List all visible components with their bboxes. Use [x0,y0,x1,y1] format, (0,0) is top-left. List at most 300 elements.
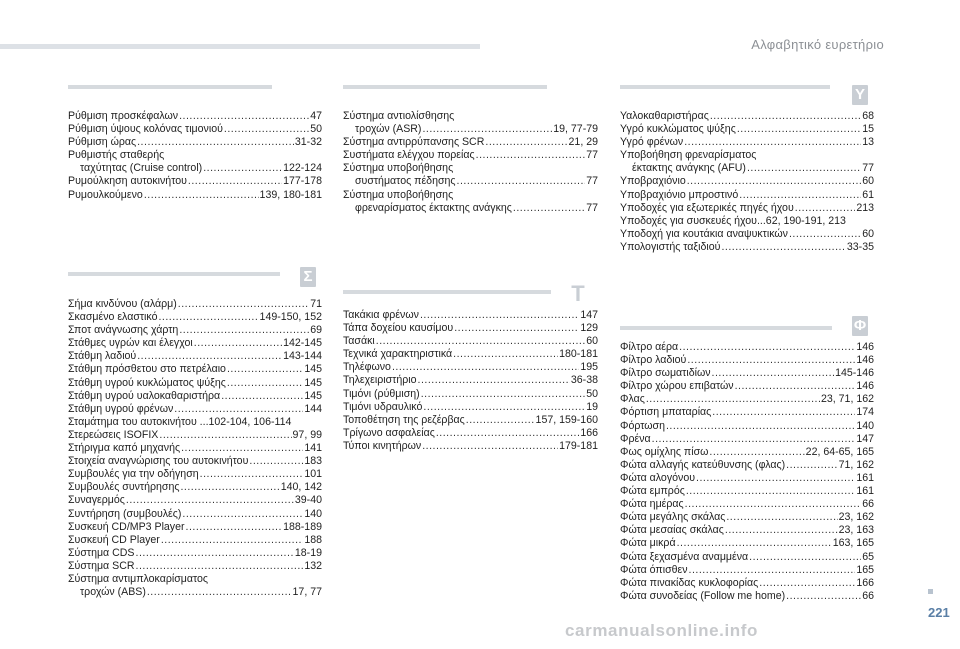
dot-leader [179,324,309,337]
index-entry [343,309,598,322]
dot-leader [126,494,294,507]
dot-leader [161,534,304,547]
index-column-r [68,110,322,202]
dot-leader [224,123,309,136]
section-divider-y [620,85,830,89]
index-entry-text: Σύστημα αντιρρύπανσης SCR [343,136,485,149]
index-column-y [620,110,874,254]
index-entry-text: Συσκευή CD/MP3 Player [68,520,185,533]
index-entry-page: 15 [862,123,874,136]
index-entry [68,494,322,507]
dot-leader [687,354,855,367]
dot-leader [178,298,309,311]
index-entry-page: 174 [856,406,874,419]
dot-leader [735,380,856,393]
index-entry-text: Στάθμη υγρού υαλοκαθαριστήρα [68,389,221,402]
index-entry-text: Σποτ ανάγνωσης χάρτη [68,324,179,337]
index-entry-text: Συσκευή CD Player [68,533,160,546]
index-entry-page: 166 [580,426,598,439]
page-header-title: Αλφαβητικό ευρετήριο [751,37,884,52]
index-entry-text: Υποδοχή για κουτάκια αναψυκτικών [620,227,788,240]
index-entry [68,189,322,202]
index-entry-text: Υγρό κυκλώματος ψύξης [620,123,736,136]
dot-leader [180,481,279,494]
index-entry-page: 50 [586,387,598,400]
index-entry-text: Ρύθμιση ύψους κολόνας τιμονιού [68,123,223,136]
index-entry-text: Στερεώσεις ISOFIX [68,428,159,441]
dot-leader [454,322,579,335]
dot-leader [136,547,294,560]
dot-leader [795,202,856,215]
index-entry [68,429,322,442]
dot-leader [159,429,291,442]
index-entry-text: Υποδοχές για εξωτερικές πηγές ήχου [620,201,794,214]
index-entry [68,350,322,363]
index-entry-text: Υπολογιστής ταξιδιού [620,240,721,253]
dot-leader [513,202,585,215]
index-entry [620,511,874,524]
index-entry [620,459,874,472]
index-entry-page: 31-32 [294,136,322,149]
index-entry-text: Φώτα εμπρός [620,485,685,498]
index-entry-text: Φίλτρο χώρου επιβατών [620,380,734,393]
index-entry-page: 23, 162 [838,511,874,524]
index-entry-page: 139, 180-181 [259,188,322,201]
index-entry-page: 146 [856,354,874,367]
index-entry [68,175,322,188]
dot-leader [684,136,861,149]
index-entry [68,560,322,573]
index-entry-text: Ρύθμιση προσκέφαλων [68,110,179,122]
index-entry-text: Ρυθμιστής σταθερής [68,149,165,162]
index-entry [620,175,874,188]
index-column-s [68,298,322,599]
index-entry-page: 19, 77-79 [553,123,598,136]
index-entry-page: 144 [304,402,322,415]
dot-leader [144,189,259,202]
index-entry-page: 149-150, 152 [259,311,322,324]
dot-leader [652,433,856,446]
index-entry [620,136,874,149]
dot-leader [786,459,838,472]
section-letter-s: Σ [300,267,316,287]
index-entry-text: Υποβραχιόνιο μπροστινό [620,188,739,201]
index-entry-page: 66 [862,498,874,511]
index-entry-page: 65 [862,550,874,563]
index-column-t [343,309,598,453]
index-entry-text: Φώτα μικρά [620,537,676,550]
dot-leader [466,414,535,427]
index-entry [68,390,322,403]
index-entry-text: Φώτα ημέρας [620,498,684,511]
index-entry [620,215,874,228]
index-entry-text: Φώτα αλογόνου [620,471,695,484]
dot-leader [666,420,855,433]
index-entry [68,123,322,136]
index-entry-text: φρεναρίσματος έκτακτης ανάγκης [355,201,512,214]
index-entry-text: Συναγερμός [68,494,125,507]
index-entry-page: 146 [856,380,874,393]
index-entry [620,367,874,380]
index-entry-text: Φως ομίχλης πίσω [620,445,709,458]
index-entry-page: 179-181 [559,439,598,452]
index-entry-page: 145 [304,376,322,389]
index-entry-page: 21, 29 [568,136,598,149]
section-divider-t [343,290,551,294]
index-entry-text: Τηλέφωνο [343,361,391,374]
index-entry [620,420,874,433]
index-entry-text: Υαλοκαθαριστήρας [620,110,709,122]
index-entry-page: 60 [586,335,598,348]
dot-leader [677,537,832,550]
index-entry-text: Φόρτωση [620,419,665,432]
index-entry-text: Σύστημα CDS [68,546,135,559]
index-entry-text: Σύστημα SCR [68,559,135,572]
index-entry-page: 66 [862,589,874,602]
dot-leader [221,390,303,403]
dot-leader [423,401,585,414]
index-entry-page: 77 [586,201,598,214]
index-entry-page: 13 [862,136,874,149]
index-entry-text: Τηλεχειριστήριο [343,374,417,387]
index-entry-page: 145 [304,363,322,376]
section-divider-s-top [343,85,547,89]
index-entry [68,455,322,468]
index-entry-text: Τύποι κινητήρων [343,439,422,452]
dot-leader [137,136,294,149]
index-entry-text: Φρένα [620,432,651,445]
index-entry-text: Στοιχεία αναγνώρισης του αυτοκινήτου [68,455,249,468]
dot-leader [194,337,282,350]
index-entry-page: 140, 142 [280,481,322,494]
index-entry [620,241,874,254]
index-entry [343,414,598,427]
index-entry-text: Φώτα μεσαίας σκάλας [620,524,724,537]
index-entry-page: 129 [580,322,598,335]
index-entry-page: 166 [856,576,874,589]
index-entry-page: 60 [862,175,874,188]
index-entry-page: 147 [580,309,598,321]
index-entry-text: Συμβουλές συντήρησης [68,481,180,494]
dot-leader [689,564,856,577]
index-entry [68,521,322,534]
index-entry [343,136,598,149]
index-entry [620,524,874,537]
dot-leader [174,403,303,416]
index-entry-text: Τοποθέτηση της ρεζέρβας [343,413,465,426]
index-entry-page: 97, 99 [292,428,322,441]
index-entry-text: Τεχνικά χαρακτηριστικά [343,348,453,361]
index-entry-page: 122-124 [283,162,322,175]
index-entry-text: Ρυμουλκούμενο [68,188,143,201]
dot-leader [725,524,838,537]
index-entry [620,551,874,564]
index-entry-page: 68 [862,110,874,122]
dot-leader [186,521,283,534]
dot-leader [249,455,303,468]
index-entry-text: Τάπα δοχείου καυσίμου [343,322,454,335]
index-entry-text: Τιμόνι υδραυλικό [343,400,423,413]
index-entry-page: 145 [304,389,322,402]
dot-leader [200,468,304,481]
index-entry [343,440,598,453]
dot-leader [789,228,861,241]
index-entry [68,324,322,337]
dot-leader [422,123,552,136]
index-entry-text: έκτακτης ανάγκης (AFU) [632,162,746,175]
index-entry [620,354,874,367]
index-entry-page: 18-19 [294,546,322,559]
dot-leader [182,508,303,521]
index-entry-text: Φώτα όπισθεν [620,563,688,576]
index-entry-page: 177-178 [283,175,322,188]
index-entry [68,416,322,429]
index-entry [68,403,322,416]
index-entry-text: Ρυμούλκηση αυτοκινήτου [68,175,187,188]
index-entry-text: Στάθμες υγρών και έλεγχοι [68,337,193,350]
index-entry [620,149,874,175]
index-entry-text: Σκασμένο ελαστικό [68,311,158,324]
index-entry [68,136,322,149]
index-entry [68,110,322,123]
index-entry-page: 23, 71, 162 [820,393,874,406]
dot-leader [710,110,861,123]
index-entry-text: συστήματος πέδησης [355,175,456,188]
index-entry-page: 188-189 [283,520,322,533]
index-entry-text: Σύστημα υποβοήθησης [343,162,454,175]
index-entry-text: Φλας [620,393,645,406]
index-entry [343,348,598,361]
index-entry-text: Υποβοήθηση φρεναρίσματος [620,149,757,162]
index-entry-page: 146 [856,341,874,353]
dot-leader [418,374,570,387]
index-entry-page: 22, 64-65, 165 [805,445,874,458]
section-divider-f [620,326,832,330]
index-entry [343,361,598,374]
index-entry-page: 147 [856,432,874,445]
index-column-s-continued [343,110,598,215]
index-entry-page: 101 [304,468,322,481]
index-entry-text: Φώτα αλλαγής κατεύθυνσης (φλας) [620,458,786,471]
dot-leader [476,149,586,162]
index-entry-page: 50 [310,123,322,136]
index-entry-page: 188 [304,533,322,546]
index-entry-text: Φώτα συνοδείας (Follow me home) [620,589,786,602]
index-entry [68,311,322,324]
index-entry [620,577,874,590]
index-entry-text: τροχών (ABS) [80,586,146,599]
index-entry-text: τροχών (ASR) [355,123,422,136]
index-entry-text: Συστήματα ελέγχου πορείας [343,149,475,162]
dot-leader [421,388,586,401]
index-entry-text: Τακάκια φρένων [343,309,419,321]
index-entry-page: 140 [304,507,322,520]
index-entry-page: 71, 162 [838,458,874,471]
index-entry [68,377,322,390]
dot-leader [687,175,861,188]
index-entry [620,433,874,446]
index-entry-text: Σταμάτημα του αυτοκινήτου ...102-104, 106-114 [68,415,292,428]
index-entry-page: 140 [856,419,874,432]
dot-leader [739,189,861,202]
dot-leader [376,335,585,348]
index-entry-page: 163, 165 [832,537,874,550]
index-entry-page: 161 [856,471,874,484]
index-entry-page: 145-146 [835,367,874,380]
dot-leader [737,123,861,136]
index-entry-page: 161 [856,485,874,498]
index-entry-text: Φόρτιση μπαταρίας [620,406,712,419]
index-entry-page: 183 [304,455,322,468]
index-entry [68,363,322,376]
index-entry [620,564,874,577]
index-entry [343,162,598,188]
index-entry-text: Σύστημα υποβοήθησης [343,188,454,201]
index-entry [343,427,598,440]
index-entry-text: Φώτα πινακίδας κυκλοφορίας [620,576,759,589]
index-entry-text: Τιμόνι (ρύθμιση) [343,387,420,400]
index-entry-text: Τρίγωνο ασφαλείας [343,426,435,439]
index-entry [620,498,874,511]
dot-leader [485,136,567,149]
index-entry-page: 19 [586,400,598,413]
index-entry [343,110,598,136]
header-bar [0,44,480,49]
index-entry [68,547,322,560]
index-entry-text: Τασάκι [343,335,375,348]
dot-leader [436,427,580,440]
index-entry-page: 157, 159-160 [535,413,598,426]
index-entry [68,337,322,350]
index-entry-text: Στήριγμα καπό μηχανής [68,442,181,455]
index-entry [343,189,598,215]
index-entry [620,485,874,498]
index-entry-text: Φίλτρο λαδιού [620,354,687,367]
dot-leader [712,367,835,380]
dot-leader [181,442,303,455]
index-entry-text: Στάθμη υγρού φρένων [68,402,174,415]
index-entry-text: Στάθμη λαδιού [68,350,137,363]
index-entry-text: Υποβραχιόνιο [620,175,686,188]
index-entry-text: Φώτα ξεχασμένα αναμμένα [620,550,749,563]
index-entry [620,341,874,354]
index-entry [68,508,322,521]
section-letter-t: Τ [571,281,585,306]
dot-leader [749,551,861,564]
dot-leader [786,590,861,603]
index-entry [620,446,874,459]
dot-leader [685,498,862,511]
index-entry [620,537,874,550]
index-entry-page: 195 [580,361,598,374]
index-entry [343,322,598,335]
index-entry-text: Στάθμη υγρού κυκλώματος ψύξης [68,376,226,389]
index-entry-page: 61 [862,188,874,201]
page-number: 221 [928,605,950,620]
index-entry [620,406,874,419]
index-entry-page: 143-144 [283,350,322,363]
dot-leader [420,309,579,322]
dot-leader [188,175,282,188]
dot-leader [712,406,855,419]
dot-leader [686,485,855,498]
index-entry [620,472,874,485]
dot-leader [679,341,855,354]
index-entry-page: 141 [304,442,322,455]
index-entry [68,442,322,455]
index-entry [68,534,322,547]
index-entry [343,149,598,162]
index-entry-page: 23, 163 [838,524,874,537]
index-entry [68,149,322,175]
index-entry-text: Ρύθμιση ώρας [68,136,137,149]
index-entry-text: Σύστημα αντιολίσθησης [343,110,455,122]
section-letter-y: Υ [852,85,868,105]
index-entry [620,189,874,202]
index-entry [68,573,322,599]
section-divider-s [68,272,280,276]
dot-leader [158,311,258,324]
index-entry-text: Σήμα κινδύνου (αλάρμ) [68,298,177,310]
index-entry-page: 77 [586,175,598,188]
dot-leader [646,393,820,406]
index-entry-text: Συμβουλές για την οδήγηση [68,468,199,481]
section-divider-r [68,85,272,89]
index-entry-text: Φώτα μεγάλης σκάλας [620,511,726,524]
watermark: carmanualsonline.info [565,621,759,640]
dot-leader [726,511,837,524]
index-entry-page: 213 [856,201,874,214]
index-entry-text: Φίλτρο σωματιδίων [620,367,711,380]
index-entry-page: 142-145 [283,337,322,350]
index-entry-text: Συντήρηση (συμβουλές) [68,507,182,520]
dot-leader [147,586,292,599]
section-letter-f: Φ [853,317,867,334]
index-entry [343,374,598,387]
index-entry-page: 17, 77 [292,586,322,599]
dot-leader [759,577,855,590]
index-entry [68,298,322,311]
index-entry-text: Υποδοχές για συσκευές ήχου...62, 190-191, 213 [620,214,846,227]
index-column-f [620,341,874,603]
index-entry [620,380,874,393]
index-entry [620,590,874,603]
index-entry-page: 132 [304,559,322,572]
index-entry-page: 60 [862,227,874,240]
dot-leader [137,350,282,363]
dot-leader [457,175,586,188]
index-entry [343,401,598,414]
index-entry [620,228,874,241]
index-entry-text: Σύστημα αντιμπλοκαρίσματος [68,572,208,585]
index-entry-text: Φίλτρο αέρα [620,341,679,353]
index-entry-page: 39-40 [294,494,322,507]
index-entry-page: 77 [862,162,874,175]
index-entry [620,393,874,406]
index-entry-text: ταχύτητας (Cruise control) [80,162,203,175]
dot-leader [696,472,855,485]
dot-leader [227,377,303,390]
index-entry-text: Υγρό φρένων [620,136,684,149]
index-entry [343,388,598,401]
dot-leader [203,162,282,175]
dot-leader [422,440,558,453]
index-entry [68,481,322,494]
index-entry [620,110,874,123]
index-entry-page: 71 [310,298,322,310]
index-entry-page: 180-181 [559,348,598,361]
index-entry [620,202,874,215]
